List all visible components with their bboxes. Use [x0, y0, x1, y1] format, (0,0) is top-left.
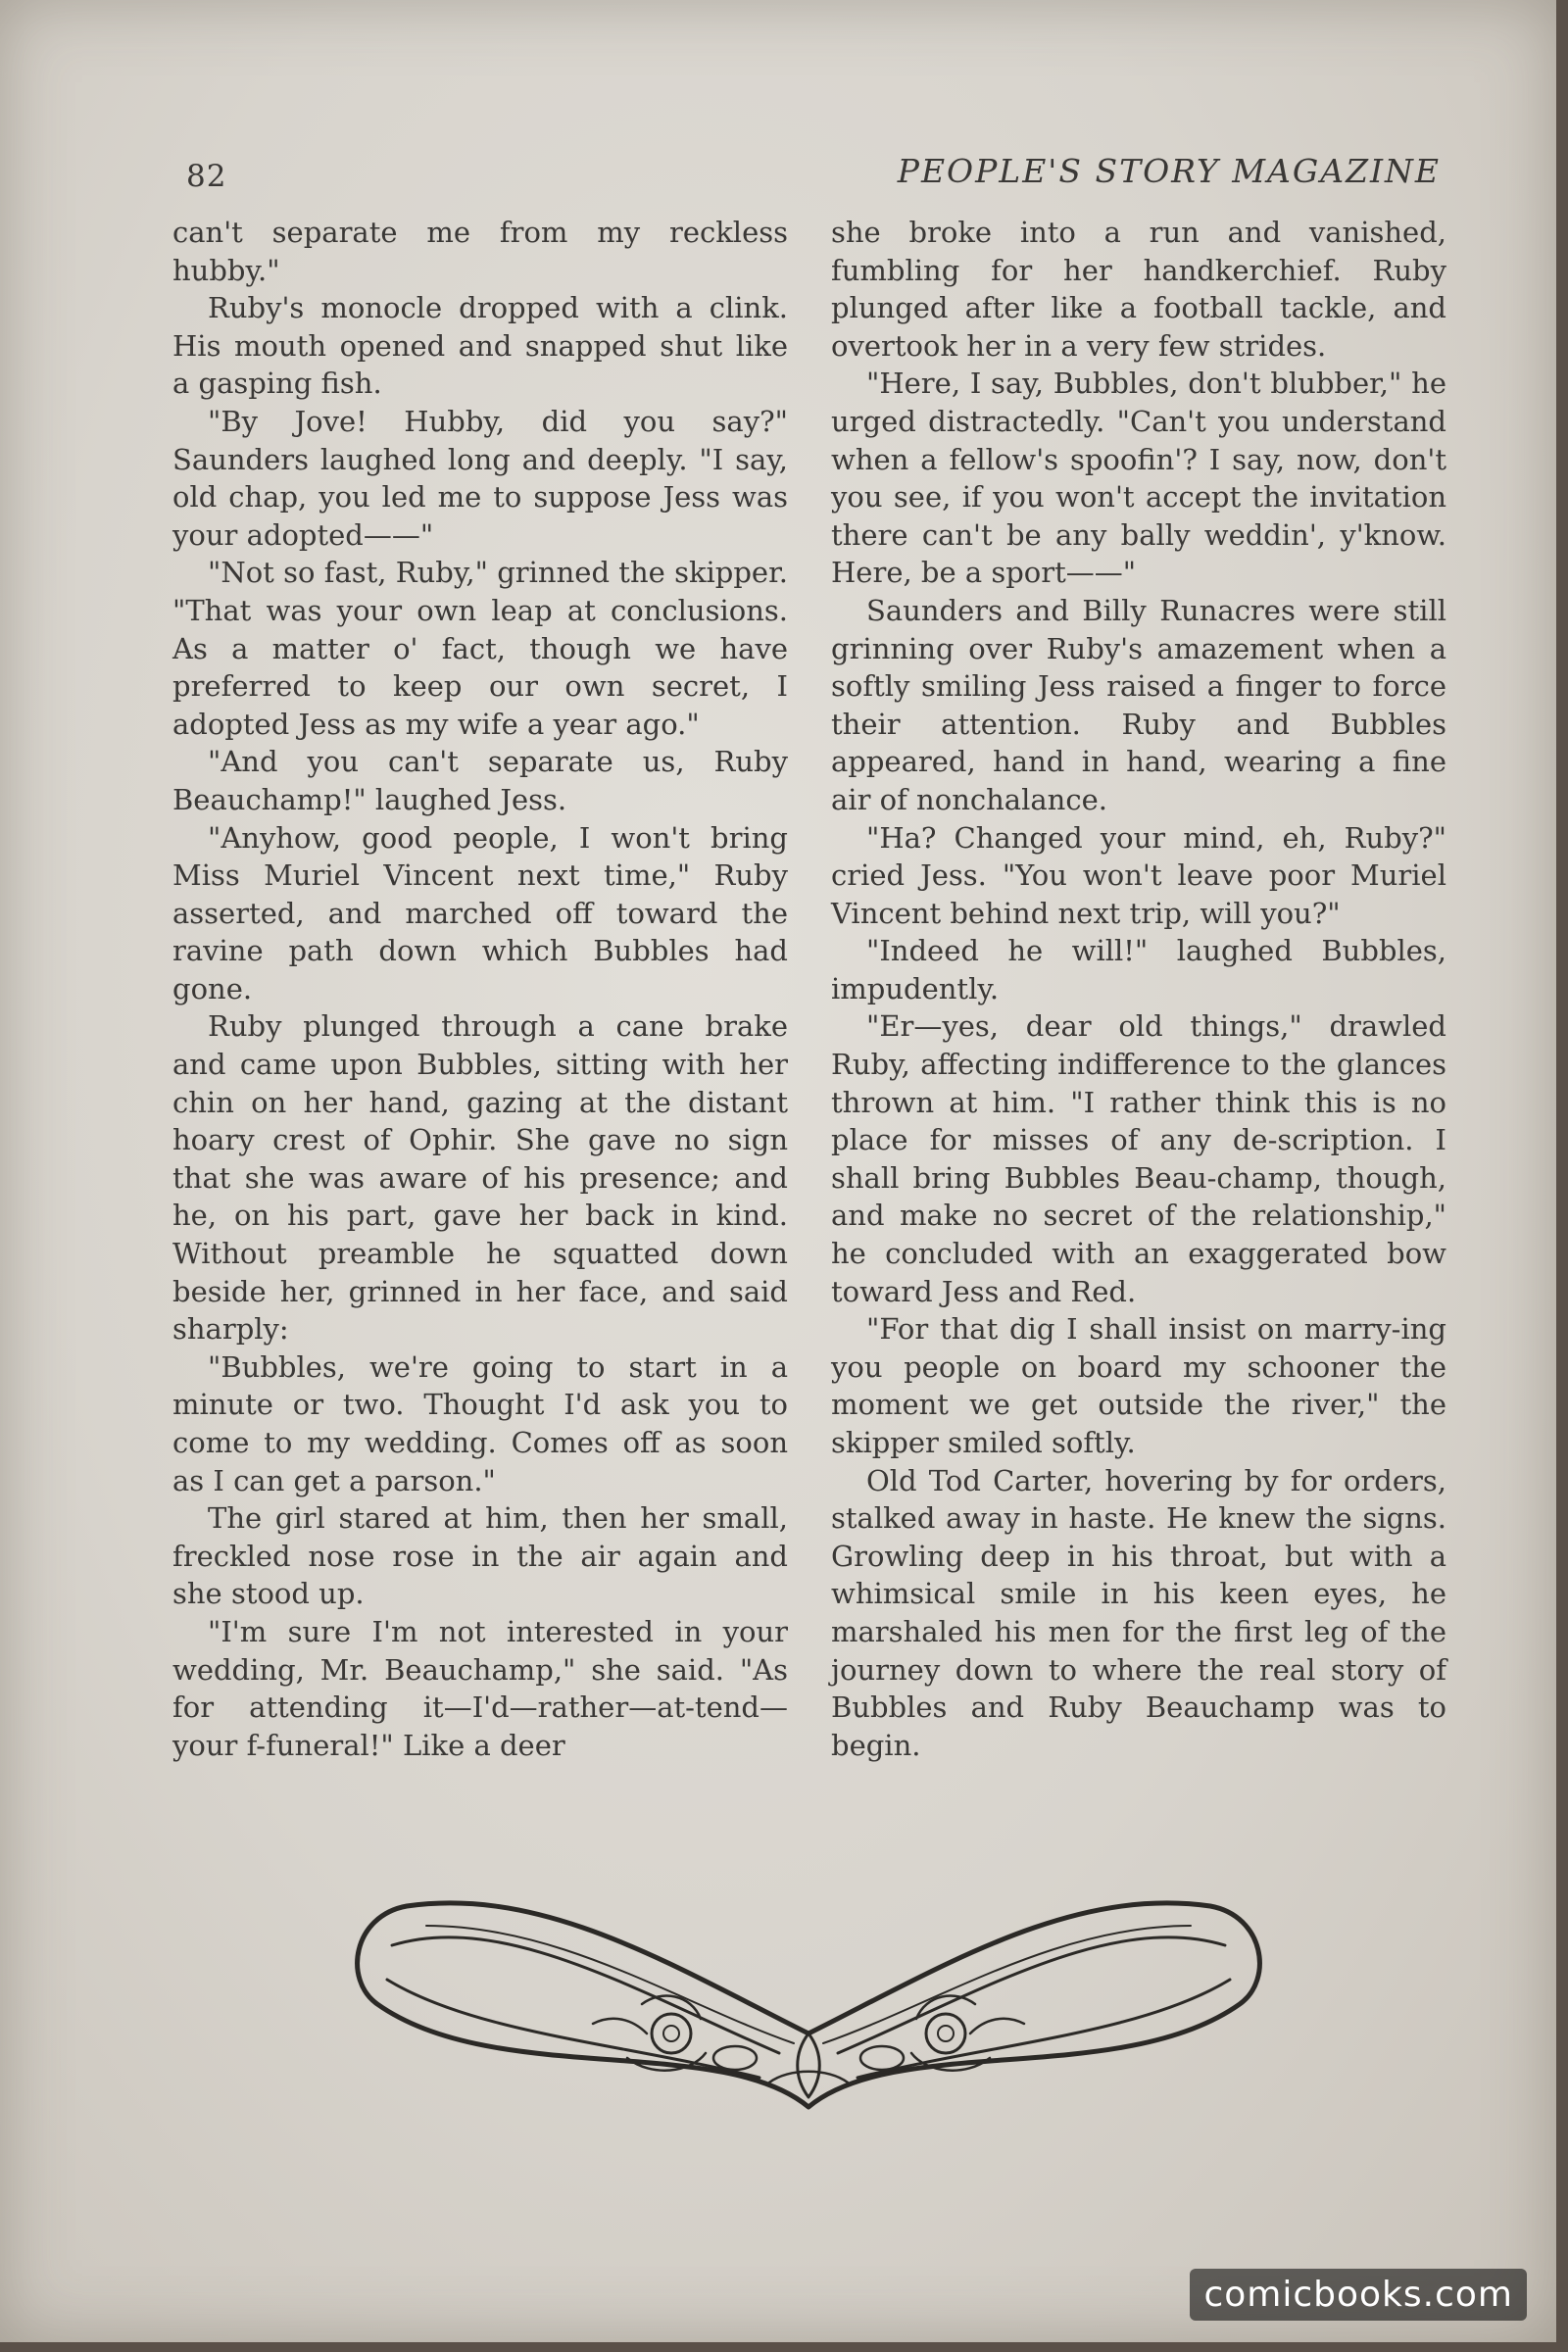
art-nouveau-ornament: [348, 1886, 1269, 2112]
paragraph: "Here, I say, Bubbles, don't blubber," he urged distractedly. "Can't you understand when a fellow's spoofin'? I say, now, don't you see, if you won't accept the invitation there can't be any bally weddin', y'know. Here, be a sport——": [831, 367, 1446, 590]
paragraph: "I'm sure I'm not interested in your wedding, Mr. Beauchamp," she said. "As for attending it—I'd—rather—at-tend—your f-funeral!" Like a deer: [172, 1614, 788, 1762]
paragraph: can't separate me from my reckless hubby.": [172, 216, 788, 287]
paragraph: "Indeed he will!" laughed Bubbles, impudently.: [831, 934, 1446, 1005]
running-head: PEOPLE'S STORY MAGAZINE: [897, 152, 1441, 190]
paragraph: Saunders and Billy Runacres were still grinning over Ruby's amazement when a softly smiling Jess raised a finger to force their attention. Ruby and Bubbles appeared, hand in hand, wearing a fine air of nonchalance.: [831, 593, 1446, 816]
paragraph: "Not so fast, Ruby," grinned the skipper. "That was your own leap at conclusions. As a matter o' fact, though we have preferred to keep our own secret, I adopted Jess as my wife a year ago.": [172, 556, 788, 741]
paragraph: "And you can't separate us, Ruby Beauchamp!" laughed Jess.: [172, 745, 788, 816]
right-column: [831, 214, 1446, 1764]
paragraph: "Bubbles, we're going to start in a minute or two. Thought I'd ask you to come to my wedding. Comes off as soon as I can get a parson.": [172, 1349, 788, 1497]
paragraph: Ruby plunged through a cane brake and came upon Bubbles, sitting with her chin on her hand, gazing at the distant hoary crest of Ophir. She gave no sign that she was aware of his presence; and he, on his part, gave her back in kind. Without preamble he squatted down beside her, grinned in her face, and said sharply:: [172, 1009, 788, 1347]
paragraph: "Ha? Changed your mind, eh, Ruby?" cried Jess. "You won't leave poor Muriel Vincent behind next trip, will you?": [831, 820, 1446, 930]
paragraph: The girl stared at him, then her small, freckled nose rose in the air again and she stood up.: [172, 1501, 788, 1611]
left-column: [172, 214, 788, 1764]
page-number: 82: [186, 159, 227, 194]
paragraph: she broke into a run and vanished, fumbling for her handkerchief. Ruby plunged after like a football tackle, and overtook her in a very few strides.: [831, 216, 1446, 363]
watermark-logo: comicbooks.com: [1190, 2269, 1527, 2321]
paragraph: Ruby's monocle dropped with a clink. His mouth opened and snapped shut like a gasping fish.: [172, 291, 788, 401]
paragraph: "Er—yes, dear old things," drawled Ruby, affecting indifference to the glances thrown at him. "I rather think this is no place for misses of any de-scription. I shall bring Bubbles Beau-champ, though, and make no secret of the relationship," he concluded with an exaggerated bow toward Jess and Red.: [831, 1009, 1446, 1308]
paragraph: Old Tod Carter, hovering by for orders, stalked away in haste. He knew the signs. Growling deep in his throat, but with a whimsical smile in his keen eyes, he marshaled his men for the first leg of the journey down to where the real story of Bubbles and Ruby Beauchamp was to begin.: [831, 1463, 1446, 1762]
paragraph: "Anyhow, good people, I won't bring Miss Muriel Vincent next time," Ruby asserted, and marched off toward the ravine path down which Bubbles had gone.: [172, 820, 788, 1005]
paragraph: "For that dig I shall insist on marry-ing you people on board my schooner the moment we get outside the river," the skipper smiled softly.: [831, 1312, 1446, 1459]
paragraph: "By Jove! Hubby, did you say?" Saunders laughed long and deeply. "I say, old chap, you led me to suppose Jess was your adopted——": [172, 404, 788, 552]
